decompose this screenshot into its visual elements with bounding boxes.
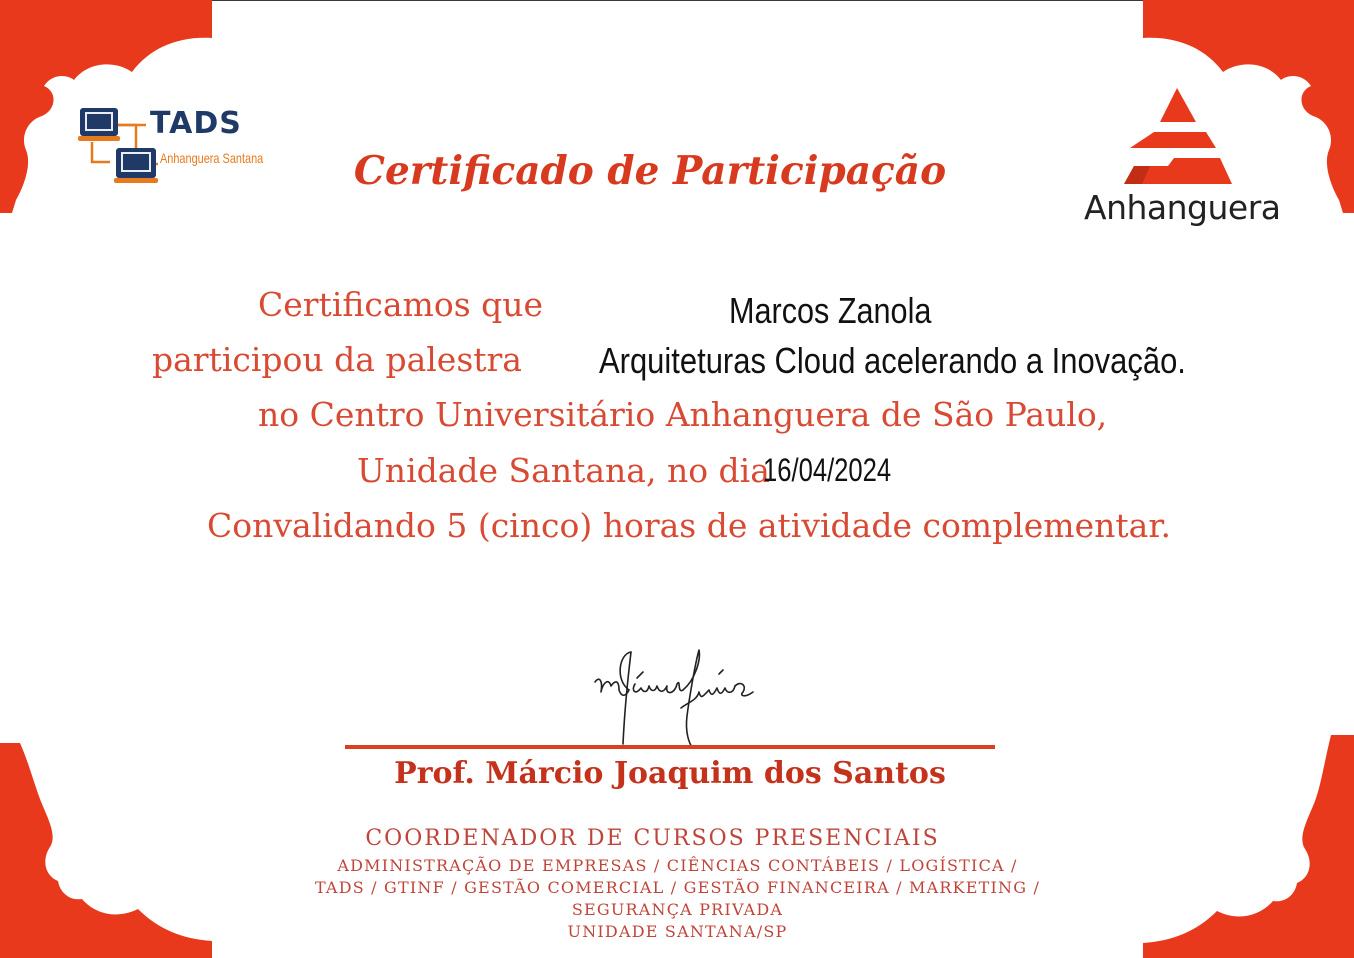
- courses-line-1: ADMINISTRAÇÃO DE EMPRESAS / CIÊNCIAS CONTÁBEIS / LOGÍSTICA /: [337, 856, 1018, 875]
- participant-name: Marcos Zanola: [729, 290, 932, 331]
- date-label: Unidade Santana, no dia: [357, 451, 770, 490]
- bottom-right-corner-decoration: [1139, 735, 1354, 958]
- tads-logo-subtitle: Anhanguera Santana: [160, 150, 264, 166]
- lecture-title: Arquiteturas Cloud acelerando a Inovação.: [599, 340, 1186, 381]
- unit-line: UNIDADE SANTANA/SP: [567, 922, 788, 941]
- certificate-title: Certificado de Participação: [353, 148, 947, 194]
- signatory-role: COORDENADOR DE CURSOS PRESENCIAIS: [365, 826, 940, 851]
- institution-line: no Centro Universitário Anhanguera de São Paulo,: [258, 395, 1108, 434]
- courses-line-2: TADS / GTINF / GESTÃO COMERCIAL / GESTÃO FINANCEIRA / MARKETING /: [314, 878, 1041, 897]
- bottom-left-corner-decoration: [0, 743, 215, 958]
- signature-line: [345, 745, 995, 749]
- certify-label: Certificamos que: [258, 285, 544, 324]
- courses-line-3: SEGURANÇA PRIVADA: [571, 900, 784, 919]
- event-date: 16/04/2024: [763, 452, 892, 488]
- tads-logo-text: TADS: [150, 106, 242, 141]
- anhanguera-logo-text: Anhanguera: [1084, 188, 1281, 227]
- anhanguera-triangle-icon: [1120, 86, 1238, 190]
- lecture-label: participou da palestra: [152, 340, 522, 379]
- hours-line: Convalidando 5 (cinco) horas de atividade complementar.: [207, 506, 1171, 545]
- signatory-name: Prof. Márcio Joaquim dos Santos: [394, 756, 946, 791]
- handwritten-signature: [585, 640, 770, 752]
